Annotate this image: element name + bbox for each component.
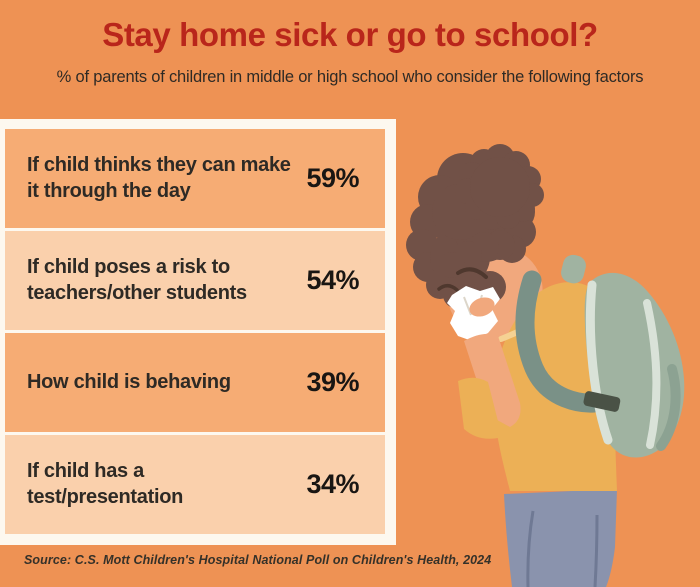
factor-value: 54% (306, 265, 359, 295)
factor-row (5, 231, 385, 330)
factor-row (5, 435, 385, 534)
factor-value: 34% (306, 469, 359, 499)
backpack-handle (559, 253, 588, 286)
sick-student-illustration (400, 137, 700, 587)
page-subtitle: % of parents of children in middle or high school who consider the following factors (56, 68, 644, 86)
factor-value: 39% (306, 367, 359, 397)
factor-row (5, 333, 385, 432)
factor-label: If child has a test/presentation (27, 460, 184, 508)
factor-value: 59% (306, 163, 359, 193)
factor-label: If child thinks they can make it through the day (27, 154, 291, 202)
factor-label: If child poses a risk to teachers/other students (27, 256, 247, 304)
factor-row (5, 129, 385, 228)
page-title: Stay home sick or go to school? (102, 16, 598, 53)
factor-label: How child is behaving (27, 370, 231, 393)
source-citation: Source: C.S. Mott Children's Hospital National Poll on Children's Health, 2024 (24, 553, 492, 567)
pants (504, 489, 617, 587)
factors-panel (0, 119, 396, 545)
